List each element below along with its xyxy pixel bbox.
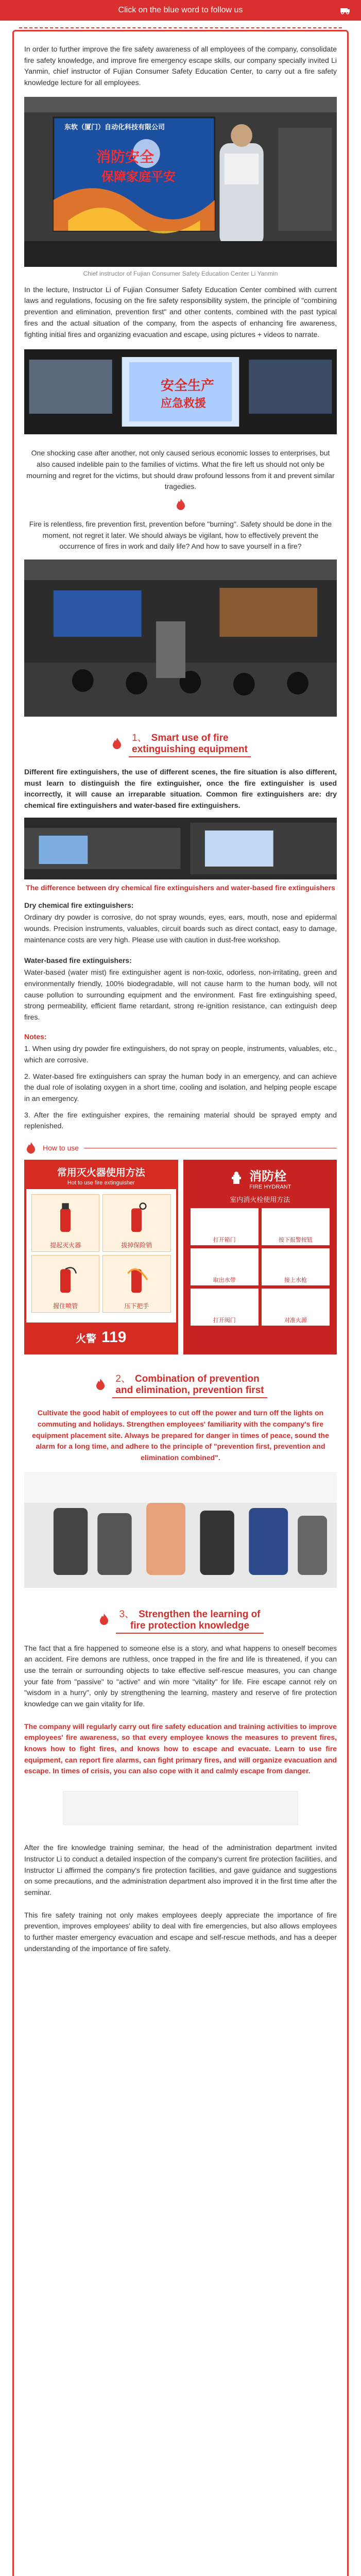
follow-banner-text[interactable]: Click on the blue word to follow us: [118, 6, 243, 14]
extinguisher-poster-sub: Hot to use fire extinguisher: [26, 1179, 176, 1189]
photo-1-caption: Chief instructor of Fujian Consumer Safety Education Center Li Yanmin: [83, 269, 278, 277]
hydrant-step: [262, 1248, 330, 1285]
hydrant-line-2: 室内消火栓使用方法: [230, 1196, 290, 1204]
paragraph-2: In the lecture, Instructor Li of Fujian Consumer Safety Education Center combined with current laws and regulations, focusing on the fire safety responsibility system, the principle of "combining prevention and elimination, prevention first" and other contents, combined with the past typical fires and the actual situation of the company, from the aspects of enhancing fire awareness, fighting initial fires and organizing evacuation and escape, using pictures + videos to narrate.: [24, 285, 337, 338]
water-title: Water-based fire extinguishers:: [24, 956, 132, 964]
section-1-title-line-2: extinguishing equipment: [132, 744, 248, 755]
section-3-heading: [24, 1605, 337, 1634]
note-1: 1. When using dry powder fire extinguishers, do not spray on people, instruments, valuables, etc., which are corrosive.: [24, 1044, 337, 1064]
fire-icon: [174, 498, 187, 511]
extinguisher-poster: [24, 1160, 178, 1354]
extinguisher-icon: [53, 1199, 78, 1235]
section-3-body-1: The fact that a fire happened to someone else is a story, and what happens to oneself becomes an accident. Fire demons are ruthless, once trapped in the fire and life is threatened, if you can use the terrain or surrounding objects to take effective self-rescue measures, you can change your fate from "passive" to "active" and win more "vitality" for life. Fire escape cannot rely on "wisdom in a hurry", only by strengthening the learning, mastery and reserve of fire protection knowledge can we gain vitality for life.: [24, 1643, 337, 1708]
instruction-posters: [24, 1160, 337, 1354]
section-2-title-line-2: and elimination, prevention first: [115, 1385, 264, 1396]
lecture-photo-5-image: [24, 1472, 337, 1588]
hydrant-sub: FIRE HYDRANT: [249, 1184, 291, 1191]
hydrant-step-label: 打开阀门: [213, 1317, 236, 1324]
section-1-body: Different fire extinguishers, the use of different scenes, the fire situation is also different, must learn to distinguish the fire extinguisher, once the fire extinguisher is used incorrectly, it will cause an irreparable situation. Common fire extinguishers are: dry chemical fire extinguishers and water-based fire extinguishers.: [24, 768, 337, 810]
section-3-body-3: After the fire knowledge training seminar, the head of the administration department invited Instructor Li to conduct a detailed inspection of the company's current fire protection facilities, and Instructor Li affirmed the company's fire protection facilities, and gave guidance and suggestions on some precautions, and the administration department also improved it in the first time after the seminar.: [24, 1843, 337, 1896]
hydrant-title: 消防栓: [249, 1170, 287, 1184]
extinguisher-step-label: 压下把手: [124, 1302, 149, 1310]
section-2-heading: [24, 1370, 337, 1398]
section-2-body: Cultivate the good habit of employees to cut off the power and turn off the lights on commuting and holidays. Strengthen employees' familiarity with the company's fire equipment placement site. Always be prepared for danger in times of peace, sound the alarm for a long time, and adhere to the principle of "prevention first, prevention and elimination combined".: [32, 1409, 329, 1462]
section-3-body-4: This fire safety training not only makes employees deeply appreciate the importance of fire prevention, improves employees' ability to deal with fire emergencies, but also allows employees to further master emergency evacuation and escape and self-rescue methods, and has a deeper understanding of the importance of fire safety.: [24, 1910, 337, 1953]
screen-company-text: 东软（厦门）自动化科技有限公司: [64, 123, 165, 131]
section-2-number: 2、: [115, 1374, 131, 1385]
note-2: 2. Water-based fire extinguishers can spray the human body in an emergency, and can achieve the dual role of isolating oxygen in a short time, cooling and isolation, and helping people escape in an emergency.: [24, 1072, 337, 1103]
section-2-title-line-1: Combination of prevention: [134, 1374, 260, 1385]
hydrant-step-label: 对准火源: [284, 1317, 307, 1324]
fire-icon: [110, 737, 124, 750]
how-to-label: How to use: [43, 1144, 79, 1153]
article-frame: [12, 30, 349, 2576]
lecture-photo-3: [24, 560, 337, 717]
lecture-photo-4-image: [24, 818, 337, 879]
screen-2-subtitle: 应急救援: [161, 397, 207, 410]
fire-icon: [94, 1378, 107, 1391]
extinguisher-step-label: 握住喷管: [53, 1302, 78, 1310]
hydrant-step: [191, 1208, 259, 1245]
follow-banner[interactable]: [0, 0, 361, 21]
water-body: Water-based (water mist) fire extinguisher agent is non-toxic, odorless, non-irritating, green and environmentally friendly, 100% biodegradable, will not cause harm to the human body, will not cause pollution to surrounding equipment and the environment. Fast fire extinguishing speed, strong permeability, efficient flame retardant, strong re-ignition resistance, can extinguish deep fires.: [24, 968, 337, 1021]
lecture-photo-4: [24, 818, 337, 879]
lecture-photo-6: [24, 1786, 337, 1830]
extinguisher-poster-header: 常用灭火器使用方法: [26, 1162, 176, 1179]
section-3-title: [116, 1605, 263, 1634]
extinguisher-step: [102, 1255, 170, 1313]
extinguisher-steps: [26, 1189, 176, 1318]
lecture-photo-6-image: [24, 1786, 337, 1830]
section-1-number: 1、: [132, 733, 147, 743]
dry-body: Ordinary dry powder is corrosive, do not spray wounds, eyes, ears, mouth, nose and epidermal wounds. Precision instruments, valuables, circuit boards such as direct contact, easy to damage, maintenance costs are very high. Please use with caution in dust-free workshop.: [24, 913, 337, 944]
how-to-heading: [24, 1141, 337, 1155]
fire-icon: [97, 1613, 111, 1626]
nozzle-icon: [53, 1260, 78, 1296]
hydrant-steps: [185, 1208, 335, 1326]
extinguisher-step: [31, 1255, 99, 1313]
hydrant-icon: [229, 1171, 244, 1186]
section-2-title: [112, 1370, 267, 1398]
extinguisher-step-label: 拔掉保险销: [121, 1242, 152, 1249]
paragraph-3: One shocking case after another, not only caused serious economic losses to enterprises, but also caused indelible pain to the families of victims. What the fire left us should not only be mourning and regret for the victims, but should draw profound lessons from it and prevent similar tragedies.: [26, 449, 335, 491]
lecture-photo-1: [24, 97, 337, 267]
screen-subtitle-text: 保障家庭平安: [101, 170, 176, 184]
section-1-photo-caption: The difference between dry chemical fire extinguishers and water-based fire extinguishers: [26, 883, 335, 892]
section-3-number: 3、: [119, 1608, 135, 1620]
fire-alarm-label: 火警: [76, 1333, 97, 1345]
dry-title: Dry chemical fire extinguishers:: [24, 901, 134, 909]
fire-alarm-footer: [26, 1323, 176, 1352]
hydrant-step: [191, 1248, 259, 1285]
section-3-title-line-1: Strengthen the learning of: [139, 1608, 261, 1620]
notes-title: Notes:: [24, 1032, 47, 1041]
hydrant-step: [262, 1208, 330, 1245]
fire-icon: [24, 1141, 38, 1155]
lecture-photo-3-image: [24, 560, 337, 717]
hydrant-step-label: 按下报警按钮: [278, 1237, 313, 1244]
hydrant-step-label: 打开箱门: [213, 1237, 236, 1244]
intro-paragraph: In order to further improve the fire safety awareness of all employees of the company, consolidate fire safety knowledge, and improve fire emergency escape skills, our company specially invited Li Yanmin, chief instructor of Fujian Consumer Safety Education Center, to carry out a fire safety knowledge lecture for all employees.: [24, 45, 337, 87]
section-3-body-2: The company will regularly carry out fire safety education and training activities to improve employees' fire awareness, so that every employee knows the measures to prevent fires, knows how to fight fires, and knows how to escape and evacuate. Learn to use fire equipment, can report fire alarms, can fight primary fires, and will organize evacuation and escape. In times of crisis, you can also cope with it and calmly escape from danger.: [24, 1722, 337, 1775]
screen-2-title: 安全生产: [161, 378, 215, 394]
paragraph-4: Fire is relentless, fire prevention first, prevention before "burning". Safety should be done in the moment, not regret it later. We should always be vigilant, how to effectively prevent the occurrence of fires in work and daily life? And how to save yourself in a fire?: [29, 519, 332, 551]
extinguisher-step-label: 提起灭火器: [50, 1242, 81, 1249]
fire-alarm-number: 119: [101, 1329, 127, 1346]
fire-truck-icon: [339, 4, 351, 15]
screen-title-text: 消防安全: [96, 148, 154, 165]
hydrant-step: [191, 1289, 259, 1326]
hydrant-step-label: 接上水枪: [284, 1277, 307, 1284]
note-3: 3. After the fire extinguisher expires, the remaining material should be sprayed empty and replenished.: [24, 1110, 337, 1130]
hydrant-poster-header: [185, 1162, 335, 1190]
hydrant-poster: [183, 1160, 337, 1354]
lecture-photo-2: [24, 349, 337, 434]
section-1-heading: [24, 729, 337, 757]
safety-pin-icon: [124, 1199, 149, 1235]
section-1-title: [129, 729, 251, 757]
hydrant-step-label: 取出水带: [213, 1277, 236, 1284]
extinguisher-step: [31, 1194, 99, 1252]
divider-fire-1: [24, 498, 337, 514]
handle-press-icon: [124, 1260, 149, 1296]
extinguisher-step: [102, 1194, 170, 1252]
section-1-title-line-1: Smart use of fire: [151, 733, 229, 743]
section-3-title-line-2: fire protection knowledge: [130, 1620, 250, 1631]
lecture-photo-5: [24, 1472, 337, 1588]
hydrant-step: [262, 1289, 330, 1326]
